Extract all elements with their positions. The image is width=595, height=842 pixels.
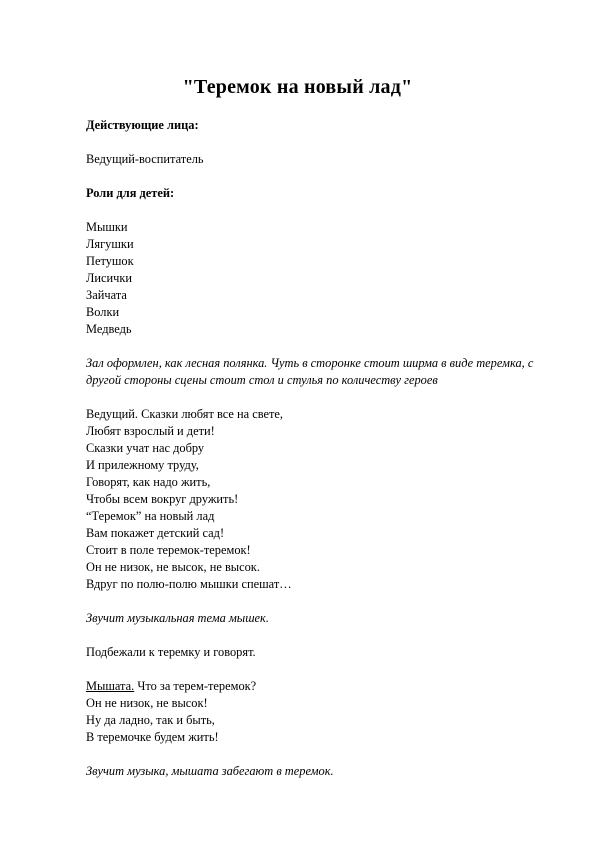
spacer — [86, 389, 566, 406]
spacer — [86, 627, 566, 644]
spacer — [86, 134, 566, 151]
speech-line: Любят взрослый и дети! — [86, 424, 215, 438]
spacer — [86, 593, 566, 610]
roles-heading: Роли для детей: — [86, 186, 175, 200]
speaker-name: Мышата. — [86, 679, 135, 693]
speech-line — [86, 678, 566, 695]
document-body — [86, 117, 566, 780]
stage-direction: Звучит музыкальная тема мышек. — [86, 611, 269, 625]
stage-direction: Зал оформлен, как лесная полянка. Чуть в сторонке стоит ширма в виде теремка, с другой стороны сцены стоит стол и стулья по количеству героев — [86, 356, 534, 387]
spacer — [86, 746, 566, 763]
speech-line: Ведущий. Сказки любят все на свете, — [86, 407, 284, 421]
spacer — [86, 202, 566, 219]
stage-direction: Звучит музыка, мышата забегают в теремок. — [86, 764, 334, 778]
speech-line: “Теремок” на новый лад — [86, 509, 215, 523]
speech-line: Ну да ладно, так и быть, — [86, 713, 215, 727]
spacer — [86, 661, 566, 678]
speech-line: Говорят, как надо жить, — [86, 475, 211, 489]
role-item: Лисички — [86, 271, 133, 285]
narration: Подбежали к теремку и говорят. — [86, 645, 256, 659]
speech-line: И прилежному труду, — [86, 458, 199, 472]
speech-line: В теремочке будем жить! — [86, 730, 219, 744]
speech-line: Стоит в поле теремок-теремок! — [86, 543, 251, 557]
spacer — [86, 338, 566, 355]
speech-line: Чтобы всем вокруг дружить! — [86, 492, 239, 506]
role-item: Зайчата — [86, 288, 127, 302]
role-item: Петушок — [86, 254, 134, 268]
role-item: Волки — [86, 305, 120, 319]
role-item: Медведь — [86, 322, 132, 336]
speech-text: Что за терем-теремок? — [134, 679, 257, 693]
document-title: "Теремок на новый лад" — [182, 76, 413, 98]
cast-heading: Действующие лица: — [86, 118, 199, 132]
speech-line: Он не низок, не высок, не высок. — [86, 560, 260, 574]
spacer — [86, 168, 566, 185]
role-item: Мышки — [86, 220, 128, 234]
speech-line: Сказки учат нас добру — [86, 441, 205, 455]
speech-line: Он не низок, не высок! — [86, 696, 208, 710]
speech-line: Вдруг по полю-полю мышки спешат… — [86, 577, 292, 591]
cast-item: Ведущий-воспитатель — [86, 152, 204, 166]
role-item: Лягушки — [86, 237, 134, 251]
speech-line: Вам покажет детский сад! — [86, 526, 225, 540]
